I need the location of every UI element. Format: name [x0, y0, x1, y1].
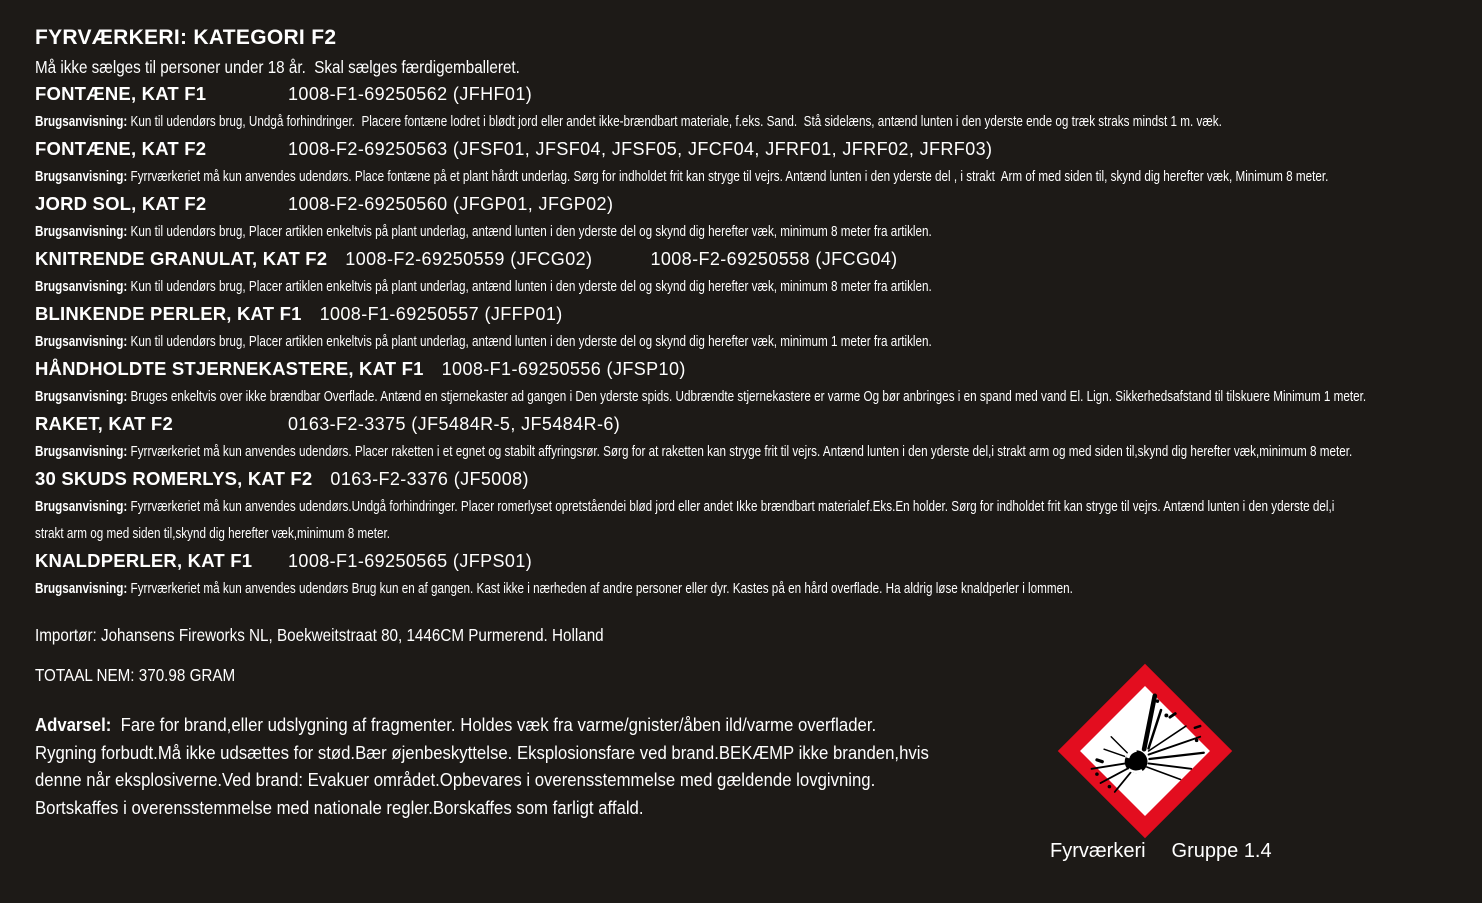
instruction-line: Brugsanvisning: Bruges enkeltvis over ikke brændbar Overflade. Antænd en stjernekaster ad gangen i Den yderste spids. Udbrændte stjernekastere er varme Og bør anbringes i en spand med vand El. Lign. Sikkerhedsafstand til tilskuere Minimum 1 meter. [35, 388, 1367, 405]
instruction-label: Brugsanvisning: [35, 113, 131, 130]
section-code: 1008-F2-69250560 (JFGP01, JFGP02) [288, 194, 614, 214]
section-heading [35, 465, 1482, 493]
instruction-line: Brugsanvisning: Kun til udendørs brug, Undgå forhindringer. Placere fontæne lodret i blødt jord eller andet ikke-brændbart materiale, f.eks. Sand. Stå sidelæns, antænd lunten i den yderste ende og træk straks mindst 1 m. væk. [35, 113, 1222, 130]
instruction-label: Brugsanvisning: [35, 580, 131, 597]
instruction-line: Brugsanvisning: Fyrrværkeriet må kun anvendes udendørs Brug kun en af gangen. Kast ikke i nærheden af andre personer eller dyr. Kastes på en hård overflade. Ha aldrig løse knaldperler i lommen. [35, 580, 1073, 597]
section-code: 1008-F2-69250558 (JFCG04) [650, 249, 898, 269]
section-code: 1008-F1-69250557 (JFFP01) [319, 304, 563, 324]
section-codes [288, 191, 613, 218]
section-code: 0163-F2-3376 (JF5008) [330, 469, 529, 489]
age-restriction-note: Må ikke sælges til personer under 18 år. Skal sælges færdigemballeret. [35, 57, 520, 77]
instruction-line: Brugsanvisning: Kun til udendørs brug, Placer artiklen enkeltvis på plant underlag, antænd lunten i den yderste del og skynd dig herefter væk, minimum 1 meter fra artiklen. [35, 333, 932, 350]
instruction-line: Brugsanvisning: Kun til udendørs brug, Placer artiklen enkeltvis på plant underlag, antænd lunten i den yderste del og skynd dig herefter væk, minimum 8 meter fra artiklen. [35, 223, 932, 240]
caption-fyrvaerkeri: Fyrværkeri [1050, 840, 1146, 862]
warning-block [35, 712, 1482, 822]
instruction-label: Brugsanvisning: [35, 333, 131, 350]
section-codes [330, 466, 529, 493]
warning-line: Rygning forbudt.Må ikke udsættes for stød.Bær øjenbeskyttelse. Eksplosionsfare ved brand.BEKÆMP ikke branden,hvis [35, 742, 929, 763]
section-name: FONTÆNE, KAT F2 [35, 138, 207, 159]
section-name: FONTÆNE, KAT F1 [35, 83, 207, 104]
instruction-label: Brugsanvisning: [35, 388, 131, 405]
section-heading [35, 547, 1482, 575]
section-heading [35, 300, 1482, 328]
warning-label: Advarsel: [35, 715, 121, 735]
section-heading [35, 135, 1482, 163]
section-code: 1008-F1-69250562 (JFHF01) [288, 84, 533, 104]
section-codes [288, 411, 620, 438]
section-codes [442, 356, 686, 383]
instruction-line: strakt arm og med siden til,skynd dig herefter væk,minimum 8 meter. [35, 525, 391, 542]
warning-line: denne når eksplosiverne.Ved brand: Evakuer området.Opbevares i overensstemmelse med gældende lovgivning. [35, 770, 876, 790]
product-sections [35, 80, 1482, 602]
net-weight-line: TOTAAL NEM: 370.98 GRAM [35, 665, 236, 685]
exploding-bomb-icon [1056, 662, 1234, 840]
importer-line: Importør: Johansens Fireworks NL, Boekweitstraat 80, 1446CM Purmerend. Holland [35, 625, 604, 645]
section-codes [288, 81, 532, 108]
section-name: 30 SKUDS ROMERLYS, KAT F2 [35, 468, 313, 489]
section-heading [35, 190, 1482, 218]
section-code: 1008-F2-69250559 (JFCG02) [345, 249, 593, 269]
section-heading [35, 80, 1482, 108]
section-code: 1008-F1-69250556 (JFSP10) [441, 359, 686, 379]
section-codes [288, 136, 992, 163]
warning-line: Advarsel: Fare for brand,eller udslygning af fragmenter. Holdes væk fra varme/gnister/åben ild/varme overflader. [35, 715, 877, 735]
section-heading [35, 410, 1482, 438]
instruction-label: Brugsanvisning: [35, 278, 131, 295]
caption-gruppe: Gruppe 1.4 [1171, 840, 1272, 862]
instruction-label: Brugsanvisning: [35, 443, 131, 460]
section-code: 1008-F1-69250565 (JFPS01) [288, 551, 533, 571]
section-name: KNITRENDE GRANULAT, KAT F2 [35, 248, 328, 269]
instruction-line: Brugsanvisning: Fyrrværkeriet må kun anvendes udendørs. Placer raketten i et egnet og stabilt affyringsrør. Sørg for at raketten kan stryge frit til vejrs. Antænd lunten i den yderste del,i strakt arm og med siden til,skynd dig herefter væk,minimum 8 meter. [35, 443, 1353, 460]
instruction-line: Brugsanvisning: Kun til udendørs brug, Placer artiklen enkeltvis på plant underlag, antænd lunten i den yderste del og skynd dig herefter væk, minimum 8 meter fra artiklen. [35, 278, 932, 295]
section-codes [320, 301, 563, 328]
section-code: 0163-F2-3375 (JF5484R-5, JF5484R-6) [288, 414, 621, 434]
page-title: FYRVÆRKERI: KATEGORI F2 [35, 26, 337, 49]
ghs-pictogram [1056, 662, 1234, 840]
instruction-line: Brugsanvisning: Fyrrværkeriet må kun anvendes udendørs. Place fontæne på et plant hårdt underlag. Sørg for indholdet frit kan stryge til vejrs. Antænd lunten i den yderste del , i strakt Arm of med siden til, skynd dig herefter væk, Minimum 8 meter. [35, 168, 1329, 185]
warning-line: Bortskaffes i overensstemmelse med nationale regler.Borskaffes som farligt affald. [35, 797, 644, 818]
section-code: 1008-F2-69250563 (JFSF01, JFSF04, JFSF05, JFCF04, JFRF01, JFRF02, JFRF03) [288, 139, 993, 159]
section-name: KNALDPERLER, KAT F1 [35, 550, 253, 571]
section-name: BLINKENDE PERLER, KAT F1 [35, 303, 302, 324]
section-codes [345, 246, 897, 273]
instruction-line: Brugsanvisning: Fyrrværkeriet må kun anvendes udendørs.Undgå forhindringer. Placer romerlyset opretståendei blød jord eller andet Ikke brændbart materialef.Eks.En holder. Sørg for indholdet frit kan stryge til vejrs. Antænd lunten i den yderste del,i [35, 498, 1335, 515]
section-name: RAKET, KAT F2 [35, 413, 173, 434]
section-codes [288, 548, 532, 575]
instruction-label: Brugsanvisning: [35, 168, 131, 185]
section-heading [35, 245, 1482, 273]
instruction-label: Brugsanvisning: [35, 498, 131, 515]
pictogram-caption [1050, 840, 1272, 863]
section-heading [35, 355, 1482, 383]
instruction-label: Brugsanvisning: [35, 223, 131, 240]
section-name: JORD SOL, KAT F2 [35, 193, 207, 214]
section-name: HÅNDHOLDTE STJERNEKASTERE, KAT F1 [35, 358, 424, 379]
